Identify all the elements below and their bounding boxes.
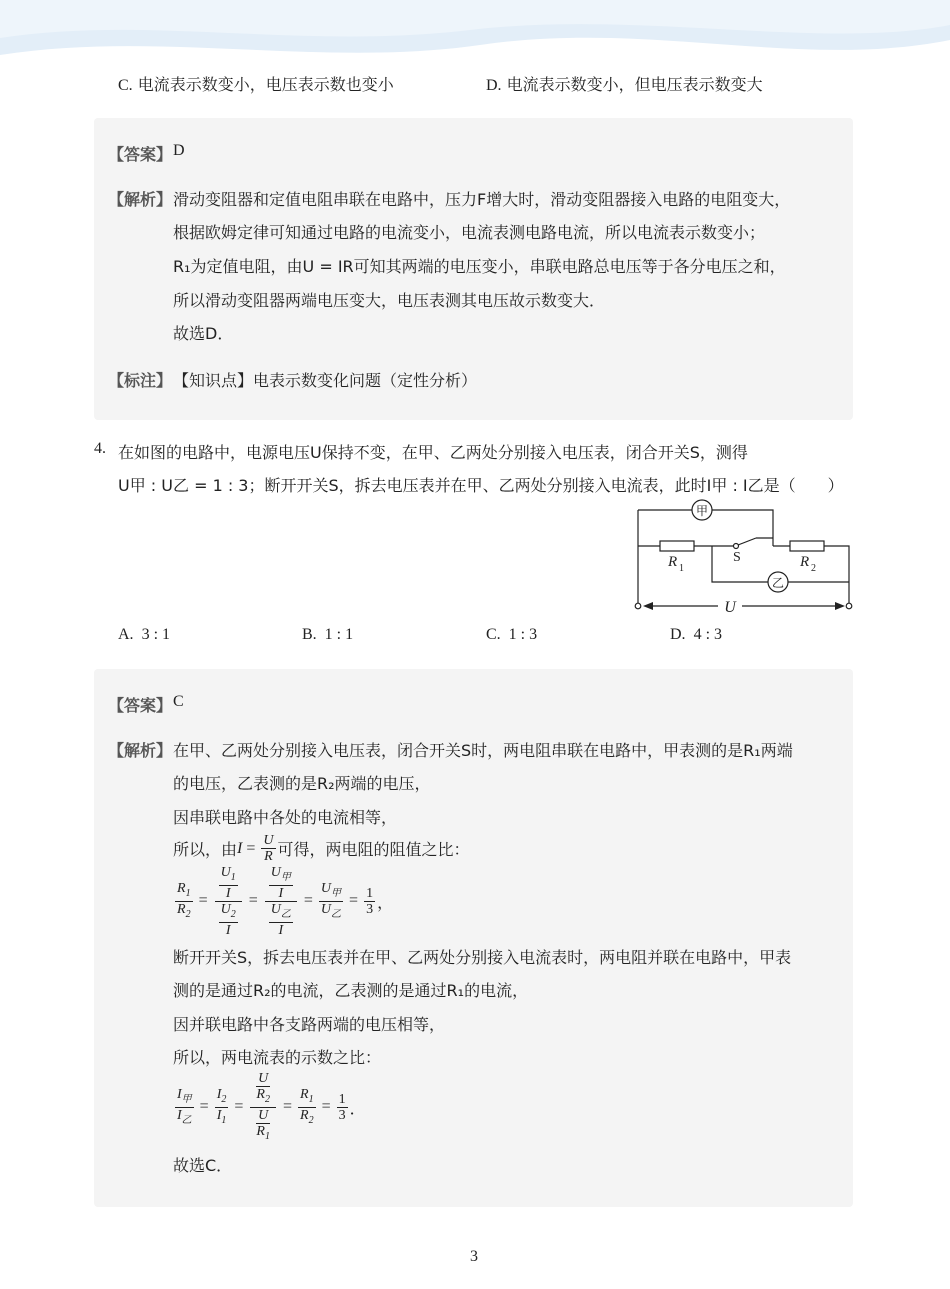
- note-text: 【知识点】电表示数变化问题（定性分析）: [173, 371, 478, 390]
- question-stem-line-2: U甲 : U乙 = 1 : 3；断开开关S，拆去电压表并在甲、乙两处分别接入电流表，此时I甲 : I乙是（ ）: [118, 476, 844, 495]
- voltage-label: U: [724, 599, 736, 616]
- r1-label: R: [668, 554, 678, 570]
- analysis-line-3: R₁为定值电阻，由U = IR可知其两端的电压变小，串联电路总电压等于各分电压之和，: [173, 257, 786, 276]
- circuit-diagram: [630, 498, 860, 623]
- answer-value: D: [173, 142, 185, 159]
- analysis-line-2: 的电压，乙表测的是R₂两端的电压，: [173, 774, 431, 793]
- analysis-line-5: 故选D．: [173, 324, 234, 343]
- option-d[interactable]: D. 4 : 3: [670, 626, 723, 643]
- prev-option-c: C. 电流表示数变小，电压表示数也变小: [118, 75, 394, 94]
- analysis-line-3: 因串联电路中各处的电流相等，: [173, 808, 398, 827]
- analysis-line-6: 断开开关S，拆去电压表并在甲、乙两处分别接入电流表时，两电阻并联在电路中，甲表: [173, 948, 792, 967]
- analysis-tag: 【解析】: [108, 190, 173, 209]
- question-number: 4.: [94, 440, 106, 457]
- meter-b-label: 乙: [771, 576, 785, 590]
- prev-options: [118, 72, 838, 96]
- ohm-fraction: $\frac{U}{R}$: [263, 833, 274, 864]
- answer-tag: 【答案】: [108, 145, 173, 164]
- r2-subscript: 2: [811, 563, 816, 574]
- analysis-line-8: 因并联电路中各支路两端的电压相等，: [173, 1015, 446, 1034]
- analysis-line-1: 在甲、乙两处分别接入电压表，闭合开关S时，两电阻串联在电路中，甲表测的是R₁两端: [173, 741, 793, 760]
- answer-tag: 【答案】: [108, 696, 173, 715]
- analysis-line-1: 滑动变阻器和定值电阻串联在电路中，压力F增大时，滑动变阻器接入电路的电阻变大，: [173, 190, 791, 209]
- answer-value: C: [173, 693, 184, 710]
- r1-subscript: 1: [679, 563, 684, 574]
- q4-options: [118, 626, 738, 650]
- current-ratio-formula: $\frac{I_甲}{I_乙}$ = $\frac{I_2}{I_1}$ = $\frac{\frac{U}{R_2}}{\frac{U}{R_1}}$ = $\frac{R_1}{R_2}$ = $\frac{1}{3}$ ．: [177, 1071, 366, 1142]
- meter-a-label: 甲: [695, 504, 709, 518]
- analysis-line-11: 故选C．: [173, 1156, 233, 1175]
- analysis-line-7: 测的是通过R₂的电流，乙表测的是通过R₁的电流，: [173, 981, 529, 1000]
- analysis-line-9: 所以，两电流表的示数之比：: [173, 1048, 382, 1067]
- page-number: 3: [470, 1248, 478, 1265]
- option-c[interactable]: C. 1 : 3: [486, 626, 538, 643]
- switch-label: S: [733, 550, 741, 565]
- r2-label: R: [800, 554, 810, 570]
- analysis-tag: 【解析】: [108, 741, 173, 760]
- option-a[interactable]: A. 3 : 1: [118, 626, 171, 643]
- q4-solution-box: [94, 669, 853, 1207]
- option-b[interactable]: B. 1 : 1: [302, 626, 354, 643]
- note-tag: 【标注】: [108, 371, 173, 390]
- analysis-line-4: 所以滑动变阻器两端电压变大，电压表测其电压故示数变大．: [173, 291, 606, 310]
- analysis-line-4: 所以，由 I = $\frac{U}{R}$ 可得，两电阻的阻值之比：: [173, 833, 470, 864]
- analysis-line-2: 根据欧姆定律可知通过电路的电流变小，电流表测电路电流，所以电流表示数变小；: [173, 223, 766, 242]
- header-wave: [0, 0, 950, 70]
- q3-solution-box: [94, 118, 853, 420]
- resistance-ratio-formula: $\frac{R_1}{R_2}$ = $\frac{\frac{U_1}{I}}{\frac{U_2}{I}}$ = $\frac{U_甲}{I}$ $\frac{U_乙}{I}$ = $\frac{U_甲}{U_乙}$ = $\frac{1}{3}$ ，: [177, 865, 394, 938]
- question-stem-line-1: 在如图的电路中，电源电压U保持不变，在甲、乙两处分别接入电压表，闭合开关S，测得: [118, 443, 748, 462]
- prev-option-d: D. 电流表示数变小，但电压表示数变大: [486, 75, 763, 94]
